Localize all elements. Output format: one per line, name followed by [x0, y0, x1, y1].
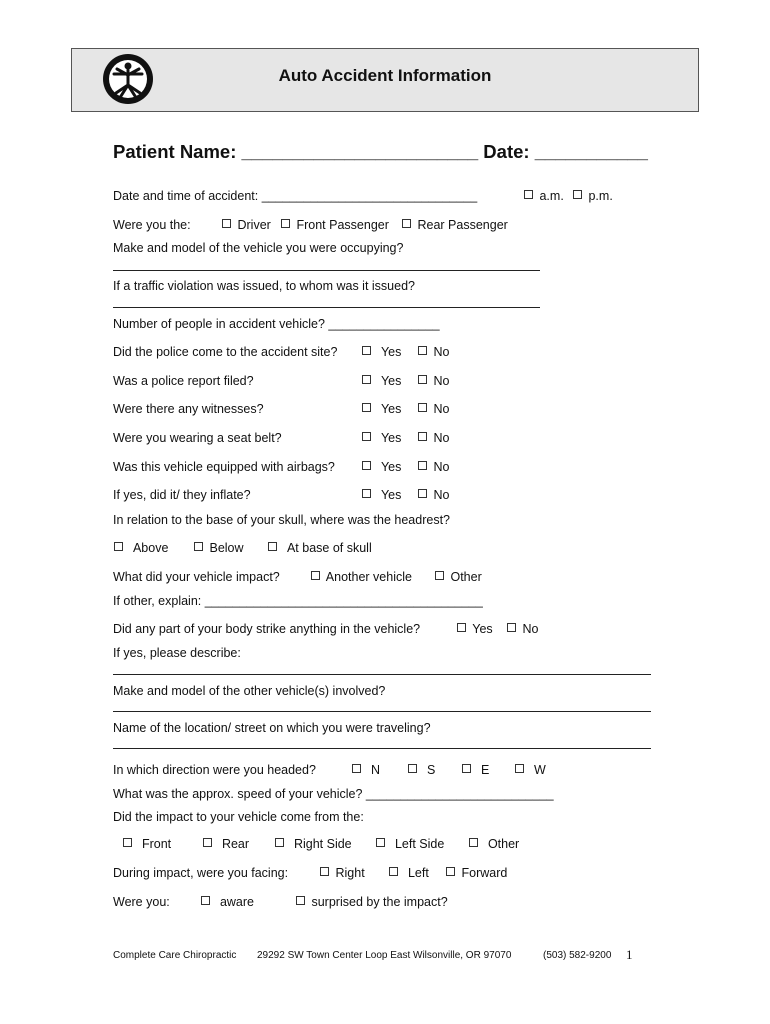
checkbox[interactable] — [457, 623, 466, 632]
surprised-option[interactable]: surprised by the impact? — [296, 895, 448, 909]
checkbox[interactable] — [296, 896, 305, 905]
police-report-no[interactable]: No — [418, 374, 449, 388]
direction-question: In which direction were you headed? — [113, 763, 316, 777]
police-come-question: Did the police come to the accident site? — [113, 345, 338, 359]
checkbox[interactable] — [418, 375, 427, 384]
seat-belt-no[interactable]: No — [418, 431, 449, 445]
checkbox[interactable] — [320, 867, 329, 876]
direction-n[interactable]: N — [352, 763, 380, 777]
checkbox[interactable] — [362, 375, 371, 384]
other-vehicle-answer-line[interactable] — [113, 711, 651, 712]
impact-from-rear[interactable]: Rear — [203, 837, 249, 851]
inflate-question: If yes, did it/ they inflate? — [113, 488, 251, 502]
airbags-no[interactable]: No — [418, 460, 449, 474]
inflate-no[interactable]: No — [418, 488, 449, 502]
make-model-answer-line[interactable] — [113, 270, 540, 271]
checkbox[interactable] — [362, 403, 371, 412]
checkbox[interactable] — [203, 838, 212, 847]
impact-other[interactable]: Other — [435, 570, 482, 584]
aware-option[interactable]: aware — [201, 895, 254, 909]
am-option[interactable]: a.m. — [524, 189, 564, 203]
footer-clinic: Complete Care Chiropractic — [113, 950, 237, 961]
checkbox[interactable] — [418, 346, 427, 355]
direction-w[interactable]: W — [515, 763, 546, 777]
describe-answer-line[interactable] — [113, 674, 651, 675]
facing-right[interactable]: Right — [320, 866, 365, 880]
footer-phone: (503) 582-9200 — [543, 950, 612, 961]
witnesses-yes[interactable]: Yes — [362, 402, 401, 416]
checkbox[interactable] — [389, 867, 398, 876]
page-number: 1 — [626, 947, 633, 962]
police-come-yes[interactable]: Yes — [362, 345, 401, 359]
facing-left[interactable]: Left — [389, 866, 429, 880]
impact-from-left-side[interactable]: Left Side — [376, 837, 444, 851]
checkbox[interactable] — [268, 542, 277, 551]
witnesses-no[interactable]: No — [418, 402, 449, 416]
checkbox[interactable] — [376, 838, 385, 847]
checkbox[interactable] — [362, 461, 371, 470]
checkbox[interactable] — [573, 190, 582, 199]
checkbox[interactable] — [194, 542, 203, 551]
speed-field[interactable]: What was the approx. speed of your vehicle? ___________________________ — [113, 787, 554, 801]
checkbox[interactable] — [362, 489, 371, 498]
checkbox[interactable] — [507, 623, 516, 632]
if-other-explain-field[interactable]: If other, explain: ________________________________________ — [113, 594, 483, 608]
footer-address: 29292 SW Town Center Loop East Wilsonville, OR 97070 — [257, 950, 512, 961]
headrest-at-base[interactable]: At base of skull — [268, 541, 372, 555]
impact-question: What did your vehicle impact? — [113, 570, 280, 584]
witnesses-question: Were there any witnesses? — [113, 402, 264, 416]
airbags-question: Was this vehicle equipped with airbags? — [113, 460, 335, 474]
headrest-below[interactable]: Below — [194, 541, 244, 555]
headrest-question: In relation to the base of your skull, where was the headrest? — [113, 513, 450, 527]
impact-from-right-side[interactable]: Right Side — [275, 837, 352, 851]
were-you-the-label: Were you the: — [113, 218, 191, 232]
police-come-no[interactable]: No — [418, 345, 449, 359]
other-vehicle-question: Make and model of the other vehicle(s) involved? — [113, 684, 386, 698]
body-strike-no[interactable]: No — [507, 622, 538, 636]
checkbox[interactable] — [418, 489, 427, 498]
direction-s[interactable]: S — [408, 763, 435, 777]
checkbox[interactable] — [275, 838, 284, 847]
checkbox[interactable] — [123, 838, 132, 847]
traffic-violation-question: If a traffic violation was issued, to whom was it issued? — [113, 279, 415, 293]
front-passenger-option[interactable]: Front Passenger — [281, 218, 389, 232]
were-you-question: Were you: — [113, 895, 170, 909]
inflate-yes[interactable]: Yes — [362, 488, 401, 502]
checkbox[interactable] — [402, 219, 411, 228]
checkbox[interactable] — [114, 542, 123, 551]
checkbox[interactable] — [469, 838, 478, 847]
police-report-question: Was a police report filed? — [113, 374, 254, 388]
checkbox[interactable] — [435, 571, 444, 580]
headrest-above[interactable]: Above — [114, 541, 168, 555]
date-time-field[interactable]: Date and time of accident: _______________________________ — [113, 189, 478, 203]
checkbox[interactable] — [524, 190, 533, 199]
checkbox[interactable] — [418, 403, 427, 412]
impact-from-question: Did the impact to your vehicle come from the: — [113, 810, 364, 824]
checkbox[interactable] — [418, 432, 427, 441]
make-model-question: Make and model of the vehicle you were occupying? — [113, 241, 404, 255]
rear-passenger-option[interactable]: Rear Passenger — [402, 218, 508, 232]
checkbox[interactable] — [281, 219, 290, 228]
impact-from-other[interactable]: Other — [469, 837, 519, 851]
checkbox[interactable] — [462, 764, 471, 773]
police-report-yes[interactable]: Yes — [362, 374, 401, 388]
checkbox[interactable] — [418, 461, 427, 470]
airbags-yes[interactable]: Yes — [362, 460, 401, 474]
checkbox[interactable] — [222, 219, 231, 228]
patient-name-date-line[interactable]: Patient Name: _______________________ Date: ___________ — [113, 141, 648, 162]
checkbox[interactable] — [352, 764, 361, 773]
body-strike-question: Did any part of your body strike anything in the vehicle? — [113, 622, 421, 636]
impact-another-vehicle[interactable]: Another vehicle — [311, 570, 412, 584]
num-people-field[interactable]: Number of people in accident vehicle? ________________ — [113, 317, 440, 331]
checkbox[interactable] — [362, 432, 371, 441]
body-strike-yes[interactable]: Yes — [457, 622, 493, 636]
location-answer-line[interactable] — [113, 748, 651, 749]
checkbox[interactable] — [201, 896, 210, 905]
traffic-violation-answer-line[interactable] — [113, 307, 540, 308]
checkbox[interactable] — [362, 346, 371, 355]
location-question: Name of the location/ street on which you were traveling? — [113, 721, 431, 735]
facing-question: During impact, were you facing: — [113, 866, 289, 880]
checkbox[interactable] — [408, 764, 417, 773]
describe-label: If yes, please describe: — [113, 646, 241, 660]
pm-option[interactable]: p.m. — [573, 189, 613, 203]
checkbox[interactable] — [515, 764, 524, 773]
checkbox[interactable] — [311, 571, 320, 580]
driver-option[interactable]: Driver — [222, 218, 271, 232]
seat-belt-question: Were you wearing a seat belt? — [113, 431, 282, 445]
checkbox[interactable] — [446, 867, 455, 876]
direction-e[interactable]: E — [462, 763, 489, 777]
facing-forward[interactable]: Forward — [446, 866, 507, 880]
impact-from-front[interactable]: Front — [123, 837, 171, 851]
form-title: Auto Accident Information — [278, 66, 492, 85]
seat-belt-yes[interactable]: Yes — [362, 431, 401, 445]
